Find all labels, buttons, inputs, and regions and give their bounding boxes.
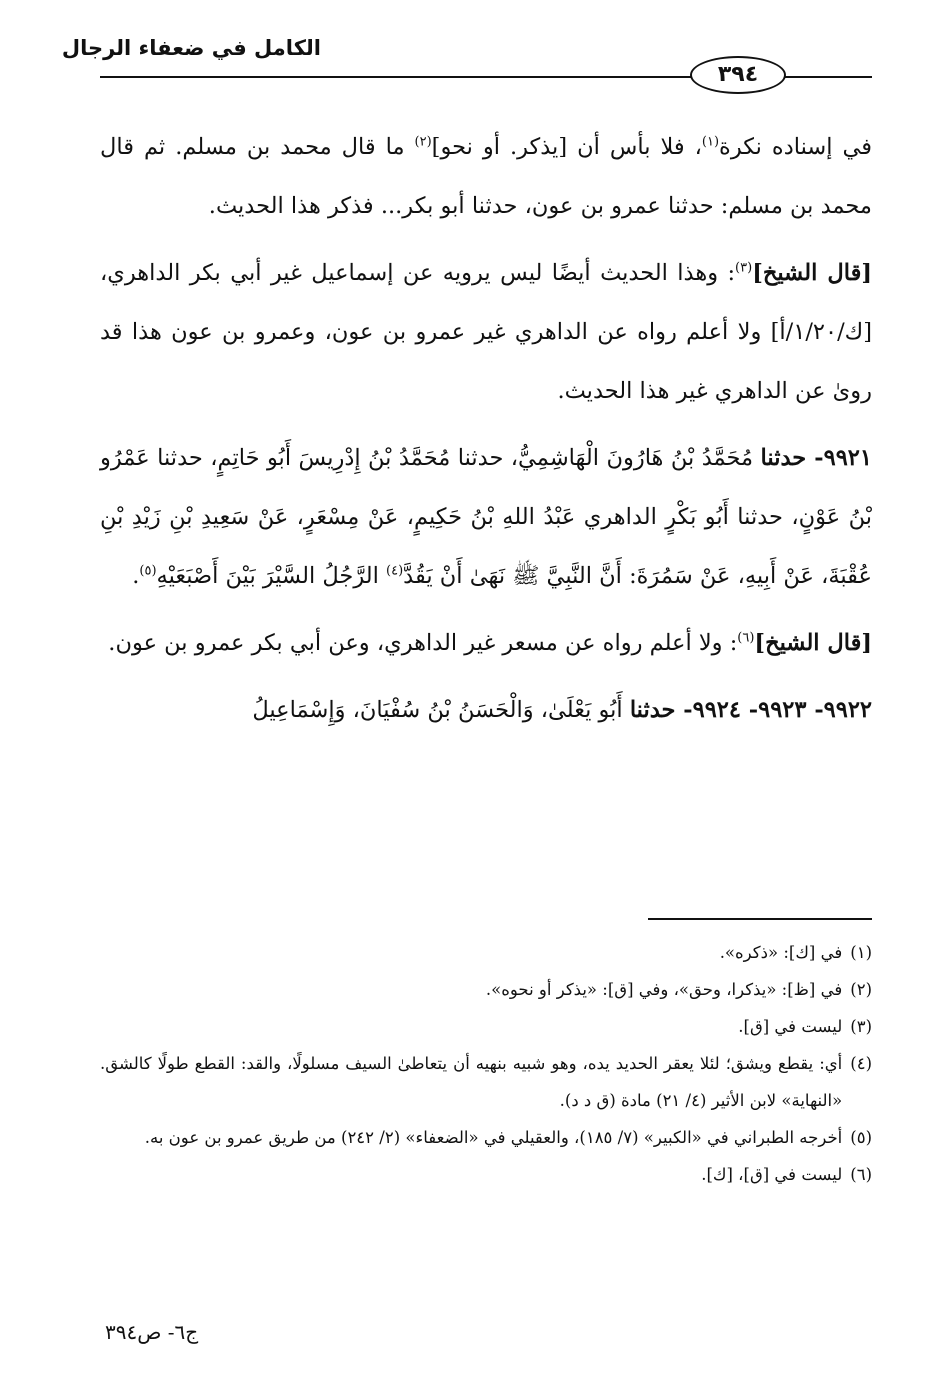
running-title: الكامل في ضعفاء الرجال <box>61 36 321 60</box>
footnotes <box>100 934 872 1193</box>
sheikh-remark-tag: [قال الشيخ] <box>754 630 872 656</box>
footnote-ref-3[interactable]: (٣) <box>735 260 753 276</box>
main-text <box>100 118 872 740</box>
footnote-ref-5[interactable]: (٥) <box>139 563 157 579</box>
page-number-text: ٣٩٤ <box>717 62 759 87</box>
paragraph-1: في إسناده نكرة$^{(١)}$، فلا بأس أن [يذكر. أو نحو]$^{(٢)}$ ما قال محمد بن مسلم. ثم قال محمد بن مسلم: حدثنا عمرو بن عون، حدثنا أبو بكر... فذكر هذا الحديث. <box>100 134 872 219</box>
page-number <box>690 56 786 94</box>
paragraph-2: [قال الشيخ]$^{(٣)}$: وهذا الحديث أيضًا ليس يرويه عن إسماعيل غير أبي بكر الداهري، [ك/١/٢٠/أ] ولا أعلم رواه عن الداهري غير عمرو بن عون، وعمرو بن عون هذا قد روىٰ عن الداهري غير هذا الحديث. <box>100 260 873 404</box>
footnote-4: (٤) أي: يقطع ويشق؛ لئلا يعقر الحديد يده، وهو شبيه بنهيه أن يتعاطىٰ السيف مسلولًا، والقد: القطع طولًا كالشق. «النهاية» لابن الأثير (٤/ ٢١) مادة (ق د د). <box>100 1054 872 1110</box>
paragraph-4: [قال الشيخ]$^{(٦)}$: ولا أعلم رواه عن مسعر غير الداهري، وعن أبي بكر عمرو بن عون. <box>108 630 872 656</box>
footnote-5: (٥) أخرجه الطبراني في «الكبير» (٧/ ١٨٥)، والعقيلي في «الضعفاء» (٢/ ٢٤٢) من طريق عمرو بن عون به. <box>144 1128 872 1147</box>
footnote-ref-6[interactable]: (٦) <box>737 630 755 646</box>
sheikh-remark-tag: [قال الشيخ] <box>752 260 873 286</box>
footnote-3: (٣) ليست في [ق]. <box>738 1017 872 1036</box>
footnote-ref-1[interactable]: (١) <box>701 134 720 150</box>
footnote-ref-4[interactable]: (٤) <box>386 563 404 579</box>
footnote-6: (٦) ليست في [ق]، [ك]. <box>701 1165 872 1184</box>
hadith-9922: ٩٩٢٢- ٩٩٢٣- ٩٩٢٤- حدثنا أَبُو يَعْلَىٰ، وَالْحَسَنُ بْنُ سُفْيَانَ، وَإِسْمَاعِيلُ <box>252 697 872 723</box>
footnote-1: (١) في [ك]: «ذكره». <box>719 943 872 962</box>
footnote-ref-2[interactable]: (٢) <box>414 134 432 150</box>
hadith-number: ٩٩٢٢- ٩٩٢٣- ٩٩٢٤- حدثنا <box>629 697 872 723</box>
footnote-2: (٢) في [ظ]: «يذكرا، وحق»، وفي [ق]: «يذكر أو نحوه». <box>485 980 872 999</box>
volume-page-footer: ج٦- ص٣٩٤ <box>105 1320 199 1344</box>
footnote-separator <box>648 918 872 920</box>
hadith-9921: ٩٩٢١- حدثنا مُحَمَّدُ بْنُ هَارُونَ الْهَاشِمِيُّ، حدثنا مُحَمَّدُ بْنُ إِدْرِيسَ أَبُو حَاتِمٍ، حدثنا عَمْرُو بْنُ عَوْنٍ، حدثنا أَبُو بَكْرٍ الداهري عَبْدُ اللهِ بْنُ حَكِيمٍ، عَنْ مِسْعَرٍ، عَنْ سَعِيدِ بْنِ زَيْدِ بْنِ عُقْبَةَ، عَنْ أَبِيهِ، عَنْ سَمُرَةَ: أَنَّ النَّبِيَّ ﷺ نَهَىٰ أَنْ يَقُدَّ$^{(٤)}$ الرَّجُلُ السَّيْرَ بَيْنَ أَصْبَعَيْهِ$^{(٥)}$. <box>100 445 872 589</box>
hadith-number: ٩٩٢١- حدثنا <box>760 445 872 471</box>
